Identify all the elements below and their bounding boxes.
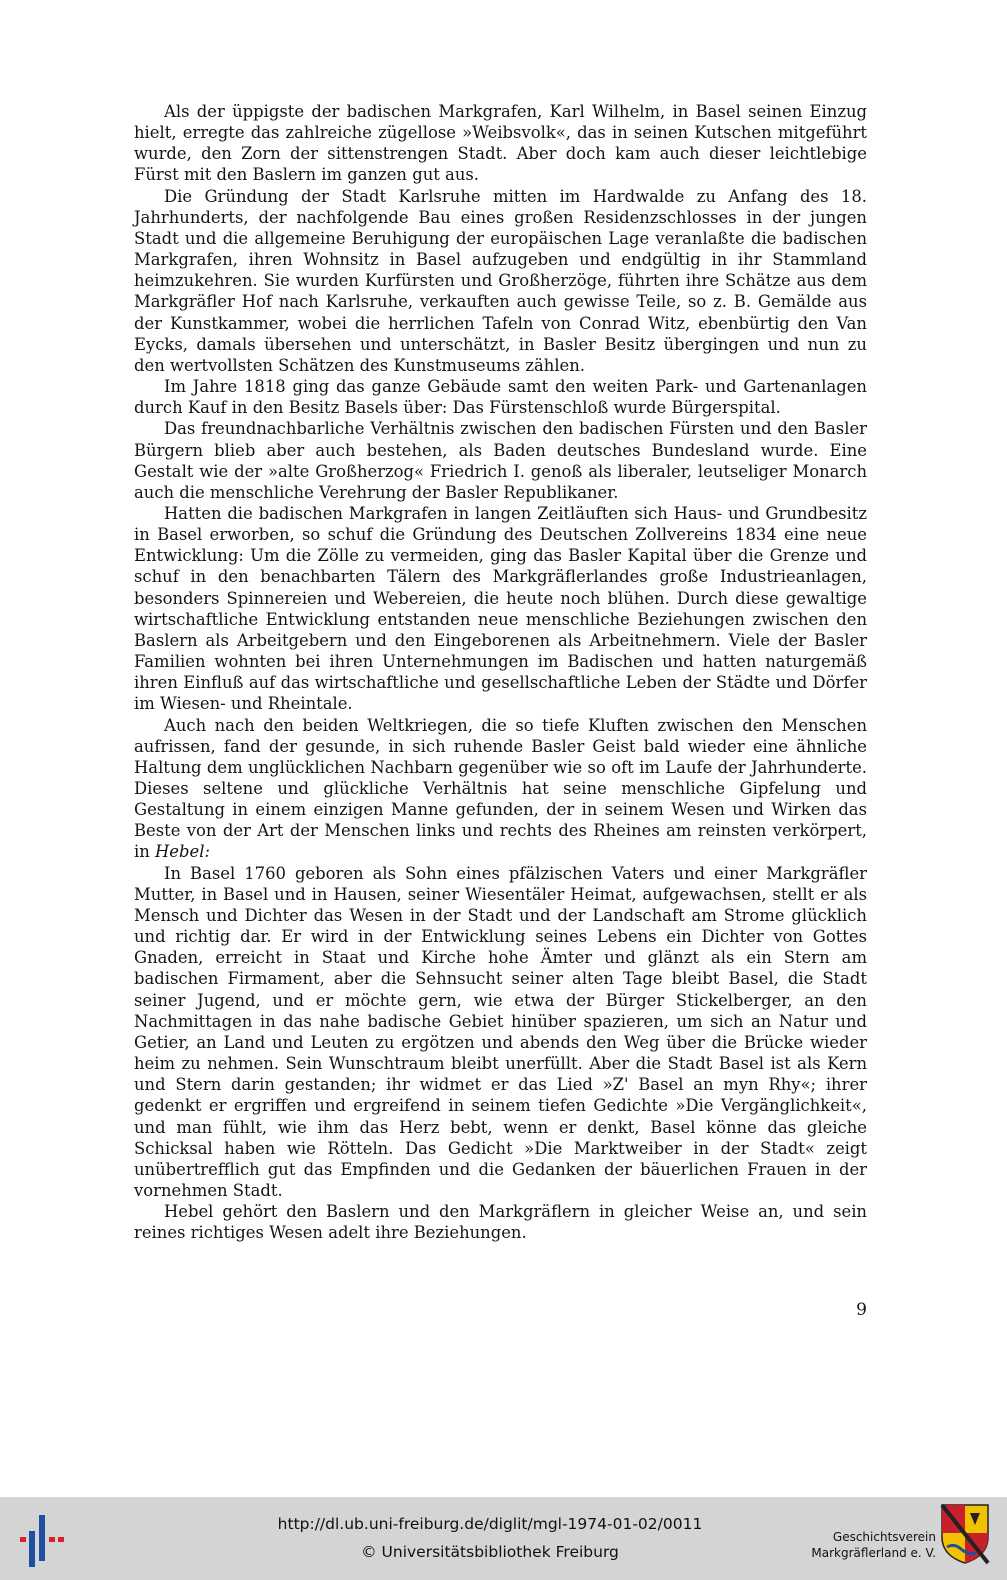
paragraph xyxy=(134,715,867,863)
page-number: 9 xyxy=(856,1300,867,1320)
paragraph: Hebel gehört den Baslern und den Markgräflern in gleicher Weise an, und sein reines richtiges Wesen adelt ihre Beziehungen. xyxy=(134,1202,867,1243)
document-body xyxy=(134,101,867,1243)
society-name-line: Markgräflerland e. V. xyxy=(811,1546,936,1560)
footer-bar xyxy=(0,1497,1007,1580)
footer-url-link[interactable]: http://dl.ub.uni-freiburg.de/diglit/mgl-1974-01-02/0011 xyxy=(277,1515,703,1533)
footer-copyright: © Universitätsbibliothek Freiburg xyxy=(361,1543,619,1561)
university-library-logo-icon xyxy=(14,1511,66,1567)
emphasis-hebel: Hebel: xyxy=(155,842,210,862)
coat-of-arms-icon xyxy=(940,1503,990,1565)
paragraph: In Basel 1760 geboren als Sohn eines pfälzischen Vaters und einer Markgräfler Mutter, in Basel und in Hausen, seiner Wiesentäler Heimat, aufgewachsen, stellt er als Mensch und Dichter das Wesen in der Stadt und der Landschaft am Strome glücklich und richtig dar. Er wird in der Entwicklung seines Lebens ein Dichter von Gottes Gnaden, erreicht in Staat und Kirche hohe Ämter und glänzt als ein Stern am badischen Firmament, aber die Sehnsucht seiner alten Tage bleibt Basel, die Stadt seiner Jugend, und er möchte gern, wie etwa der Bürger Stickelberger, an den Nachmittagen in das nahe badische Gebiet hinüber spazieren, um sich an Natur und Getier, an Land und Leuten zu ergötzen und abends den Weg über die Brücke wieder heim zu nehmen. Sein Wunschtraum bleibt unerfüllt. Aber die Stadt Basel ist als Kern und Stern darin gestanden; ihr widmet er das Lied »Z' Basel an myn Rhy«; ihrer gedenkt er ergriffen und ergreifend in seinem tiefen Gedichte »Die Vergänglichkeit«, und man fühlt, wie ihm das Herz bebt, wenn er denkt, Basel könne das gleiche Schicksal haben wie Rötteln. Das Gedicht »Die Marktweiber in der Stadt« zeigt unübertrefflich gut das Empfinden und die Gedanken der bäuerlichen Frauen in der vornehmen Stadt. xyxy=(134,863,867,1200)
paragraph: Als der üppigste der badischen Markgrafen, Karl Wilhelm, in Basel seinen Einzug hielt, erregte das zahlreiche zügellose »Weibsvolk«, das in seinen Kutschen mitgeführt wurde, den Zorn der sittenstrengen Stadt. Aber doch kam auch dieser leichtlebige Fürst mit den Baslern im ganzen gut aus. xyxy=(134,102,867,185)
paragraph: Das freundnachbarliche Verhältnis zwischen den badischen Fürsten und den Basler Bürgern blieb aber auch bestehen, als Baden deutsches Bundesland wurde. Eine Gestalt wie der »alte Großherzog« Friedrich I. genoß als liberaler, leutseliger Monarch auch die menschliche Verehrung der Basler Republikaner. xyxy=(134,419,867,502)
society-name xyxy=(808,1529,936,1561)
paragraph-text: Auch nach den beiden Weltkriegen, die so tiefe Kluften zwischen den Menschen aufrissen, fand der gesunde, in sich ruhende Basler Geist bald wieder eine ähnliche Haltung dem unglücklichen Nachbarn gegenüber wie so oft im Laufe der Jahrhunderte. Dieses seltene und glückliche Verhältnis hat seine menschliche Gipfelung und Gestaltung in einem einzigen Manne gefunden, der in seinem Wesen und Wirken das Beste von der Art der Menschen links und rechts des Rheines am reinsten verkörpert, in xyxy=(134,715,867,862)
society-name-line: Geschichtsverein xyxy=(832,1530,936,1544)
paragraph: Im Jahre 1818 ging das ganze Gebäude samt den weiten Park- und Gartenanlagen durch Kauf in den Besitz Basels über: Das Fürstenschloß wurde Bürgerspital. xyxy=(134,377,867,418)
paragraph: Hatten die badischen Markgrafen in langen Zeitläuften sich Haus- und Grundbesitz in Basel erworben, so schuf die Gründung des Deutschen Zollvereins 1834 eine neue Entwicklung: Um die Zölle zu vermeiden, ging das Basler Kapital über die Grenze und schuf in den benachbarten Tälern des Markgräflerlandes große Industrieanlagen, besonders Spinnereien und Webereien, die heute noch blühen. Durch diese gewaltige wirtschaftliche Entwicklung entstanden neue menschliche Beziehungen zwischen den Baslern als Arbeitgebern und den Eingeborenen als Arbeitnehmern. Viele der Basler Familien wohnten bei ihren Unternehmungen im Badischen und hatten naturgemäß ihren Einfluß auf das wirtschaftliche und gesellschaftliche Leben der Städte und Dörfer im Wiesen- und Rheintale. xyxy=(134,503,867,714)
paragraph: Die Gründung der Stadt Karlsruhe mitten im Hardwalde zu Anfang des 18. Jahrhunderts, der nachfolgende Bau eines großen Residenzschlosses in der jungen Stadt und die allgemeine Beruhigung der europäischen Lage veranlaßte die badischen Markgrafen, ihren Wohnsitz in Basel aufzugeben und endgültig in ihr Stammland heimzukehren. Sie wurden Kurfürsten und Großherzöge, führten ihre Schätze aus dem Markgräfler Hof nach Karlsruhe, verkauften auch gewisse Teile, so z. B. Gemälde aus der Kunstkammer, wobei die herrlichen Tafeln von Conrad Witz, ebenbürtig den Van Eycks, damals übersehen und unterschätzt, in Basler Besitz übergingen und nun zu den wertvollsten Schätzen des Kunstmuseums zählen. xyxy=(134,186,867,375)
